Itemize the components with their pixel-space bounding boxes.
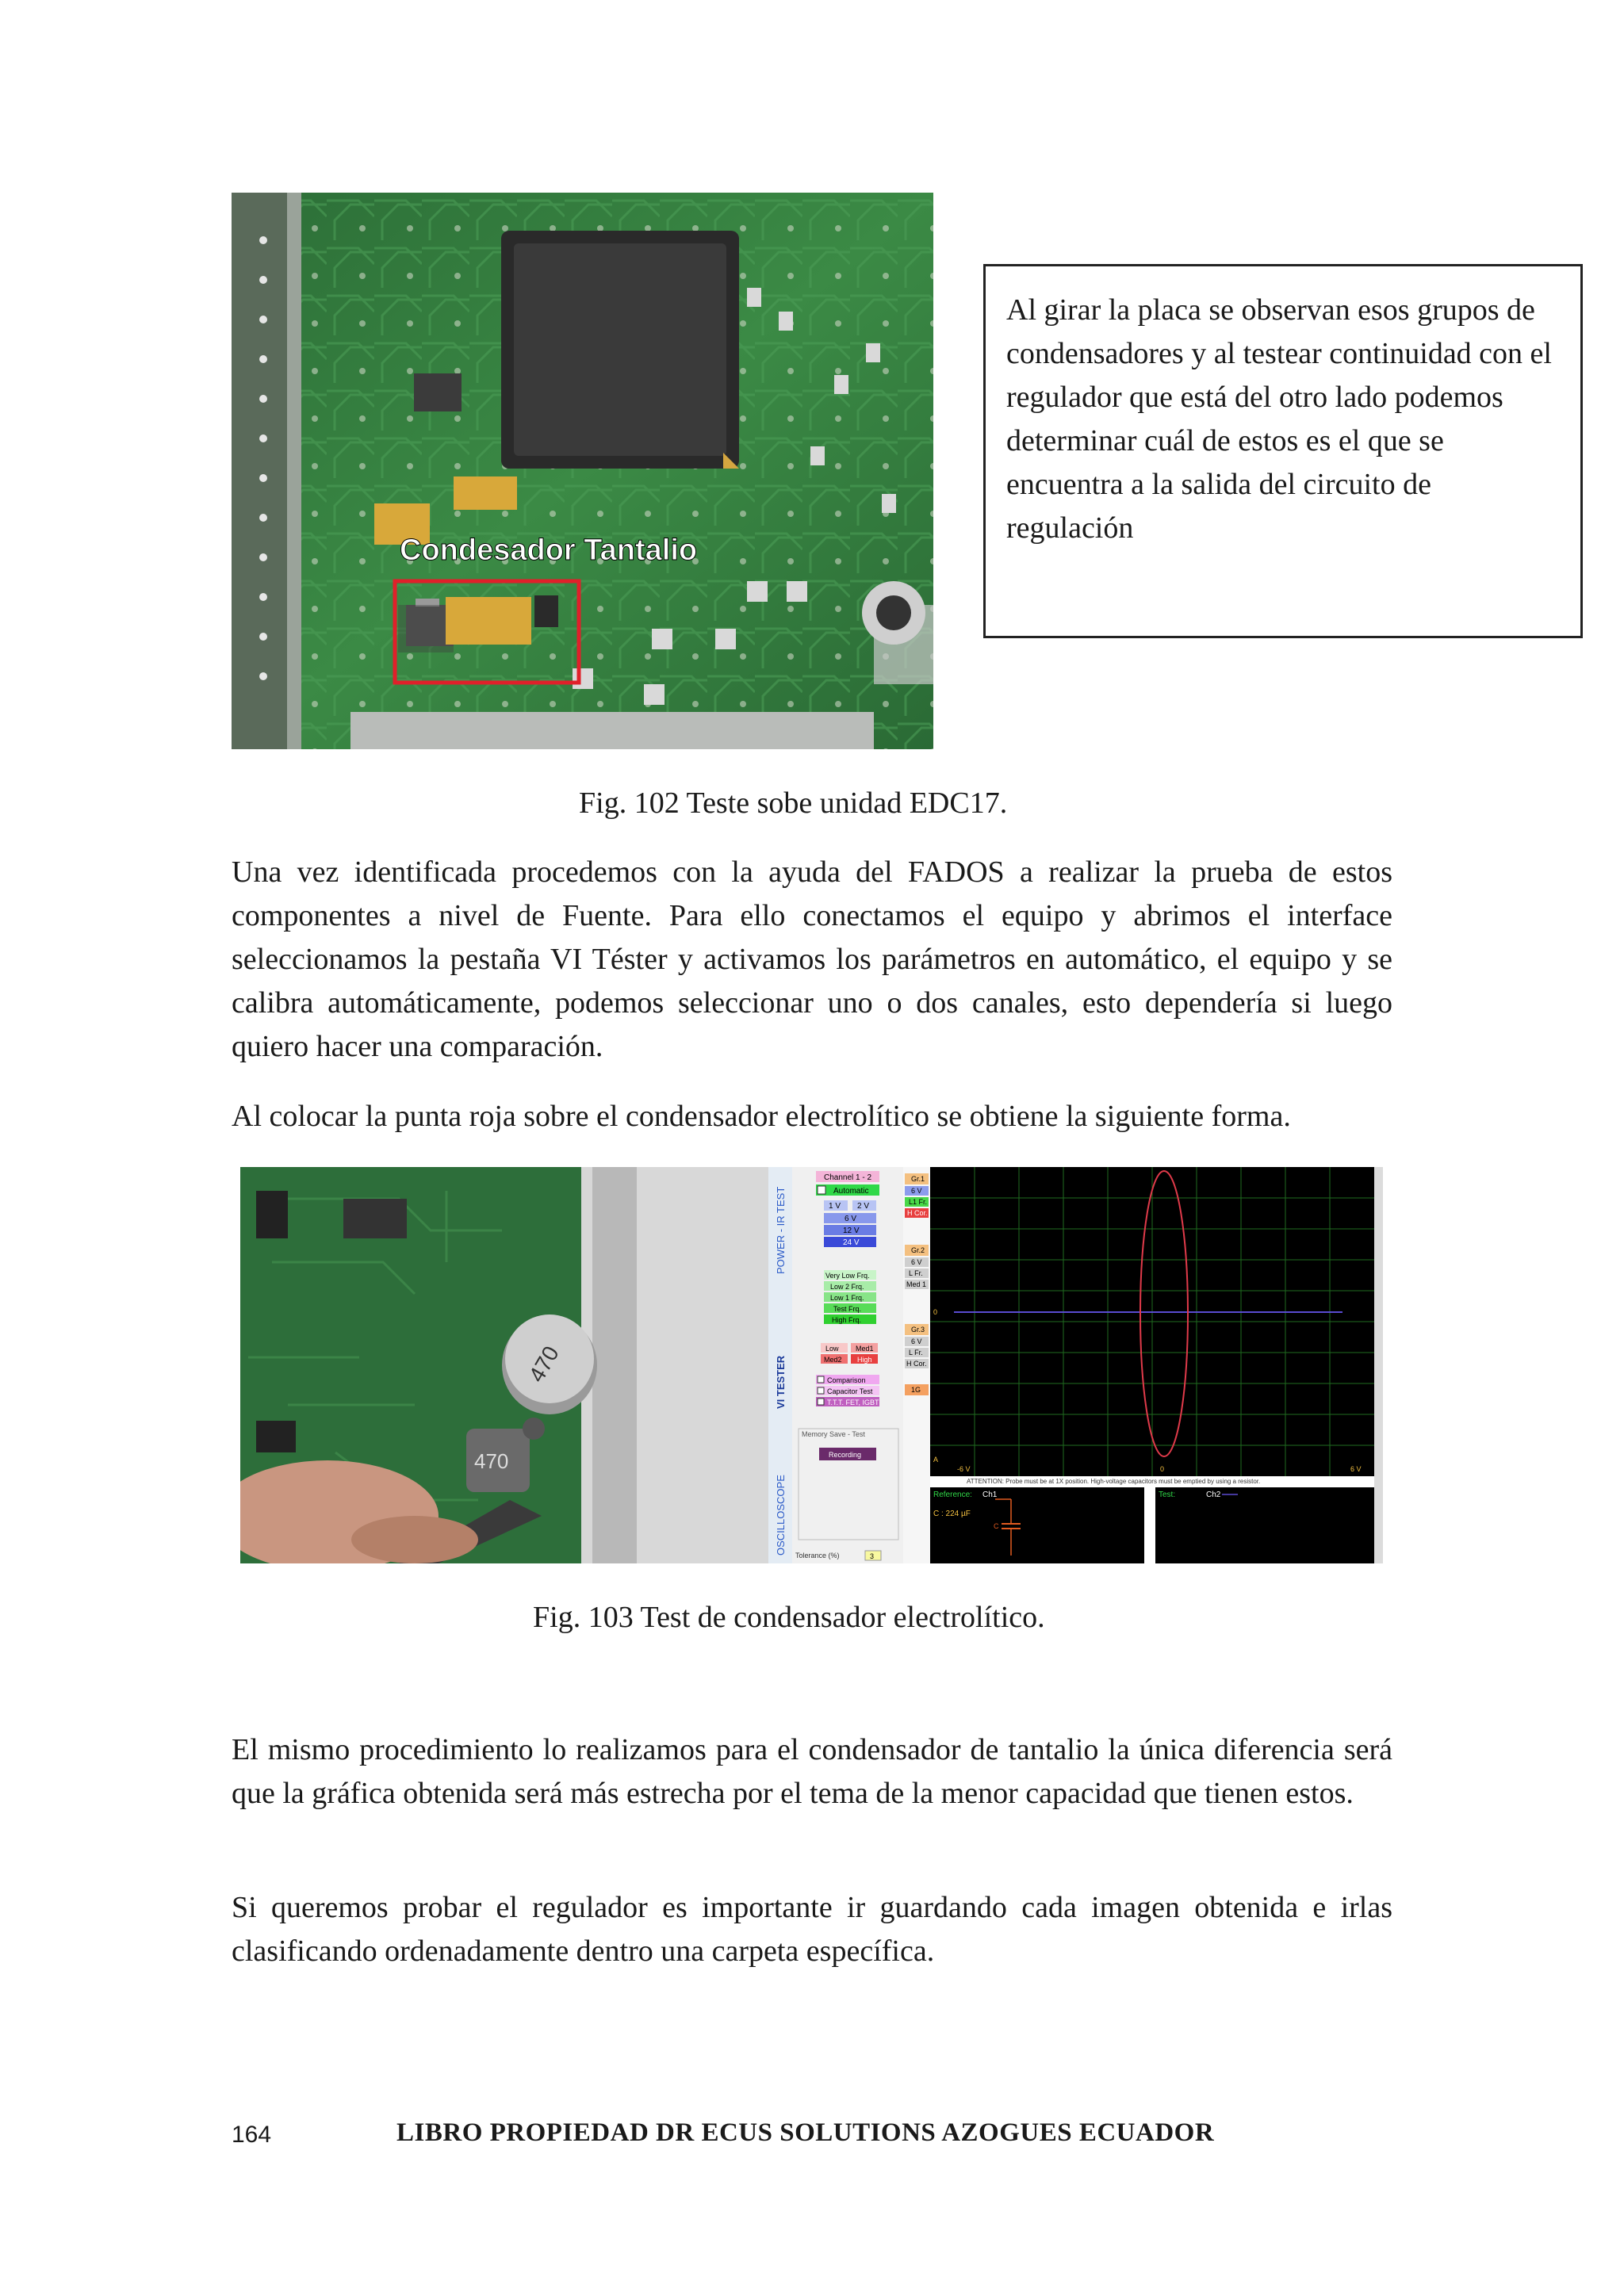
scope-axis-left: -6 V <box>957 1465 971 1473</box>
btn-med2[interactable]: Med2 <box>824 1356 842 1364</box>
scope-axis-mid: 0 <box>1160 1465 1165 1473</box>
btn-6v[interactable]: 6 V <box>845 1215 857 1223</box>
channel-label[interactable]: Channel 1 - 2 <box>824 1173 872 1182</box>
tab-power-ir-test[interactable]: POWER - IR TEST <box>775 1186 787 1274</box>
gr1-6v[interactable]: 6 V <box>911 1187 922 1195</box>
gr2-med1[interactable]: Med 1 <box>906 1280 927 1288</box>
scope-axis-a: A <box>933 1456 939 1464</box>
paragraph-3: El mismo procedimiento lo realizamos para el condensador de tantalio la única diferencia será que la gráfica obtenida será más estrecha por el tema de la menor capacidad que tienen estos. <box>232 1733 1392 1810</box>
comparison-checkbox[interactable]: Comparison <box>827 1376 866 1384</box>
automatic-checkbox[interactable]: Automatic <box>833 1187 869 1196</box>
reference-label: Reference: <box>933 1490 972 1499</box>
gr2-6v[interactable]: 6 V <box>911 1258 922 1266</box>
tantalum-label: Condesador Tantalio <box>400 534 698 567</box>
gr1-hcor[interactable]: H Cor. <box>907 1209 928 1217</box>
capacitor-marking-1: 470 <box>523 1341 564 1387</box>
fados-composite-svg <box>240 1167 1383 1563</box>
freq-high[interactable]: High Frq. <box>832 1316 862 1324</box>
freq-very-low[interactable]: Very Low Frq. <box>825 1272 870 1280</box>
gr2-label[interactable]: Gr.2 <box>911 1246 925 1254</box>
pcb-photo-svg <box>232 193 933 749</box>
paragraph-2: Al colocar la punta roja sobre el condensador electrolítico se obtiene la siguiente forma. <box>232 1100 1291 1133</box>
figure-103-image <box>240 1167 1383 1563</box>
side-note-text: Al girar la placa se observan esos grupos de condensadores y al testear continuidad con el regulador que está del otro lado podemos determinar cuál de estos es el que se encuentra a la salida del circuito de regulación <box>1006 293 1552 545</box>
capacitance-value: C : 224 µF <box>933 1510 971 1518</box>
tab-vi-tester[interactable]: VI TESTER <box>775 1355 787 1409</box>
gr3-hcor[interactable]: H Cor. <box>906 1360 927 1368</box>
footer-text: LIBRO PROPIEDAD DR ECUS SOLUTIONS AZOGUES ECUADOR <box>396 2118 1215 2147</box>
tg-button[interactable]: 1G <box>911 1386 921 1394</box>
capacitor-marking-2: 470 <box>474 1449 509 1473</box>
gr2-lfr[interactable]: L Fr. <box>909 1269 923 1277</box>
tab-oscilloscope[interactable]: OSCILLOSCOPE <box>775 1475 787 1556</box>
reference-channel: Ch1 <box>982 1490 998 1499</box>
test-label: Test: <box>1159 1490 1176 1499</box>
scope-axis-right: 6 V <box>1350 1465 1362 1473</box>
gr1-label[interactable]: Gr.1 <box>911 1175 925 1183</box>
test-channel: Ch2 <box>1206 1490 1221 1499</box>
freq-test[interactable]: Test Frq. <box>833 1305 862 1313</box>
side-note-box <box>983 264 1583 638</box>
gr3-6v[interactable]: 6 V <box>911 1337 922 1345</box>
tolerance-value[interactable]: 3 <box>870 1552 875 1560</box>
freq-low1[interactable]: Low 1 Frq. <box>830 1294 864 1302</box>
freq-low2[interactable]: Low 2 Frq. <box>830 1283 864 1291</box>
btn-12v[interactable]: 12 V <box>843 1226 860 1235</box>
recording-button[interactable]: Recording <box>829 1451 862 1459</box>
page-number: 164 <box>232 2122 272 2148</box>
btn-low[interactable]: Low <box>825 1345 839 1353</box>
gr3-lfr[interactable]: L Fr. <box>909 1349 923 1357</box>
scope-scrollbar[interactable] <box>1374 1167 1383 1563</box>
paragraph-1: Una vez identificada procedemos con la ayuda del FADOS a realizar la prueba de estos componentes a nivel de Fuente. Para ello conectamos el equipo y abrimos el interface seleccionamos la pestaña VI Téster y activamos los parámetros en automático, el equipo y se calibra automáticamente, podemos seleccionar uno o dos canales, esto dependería si luego quiero hacer una comparación. <box>232 855 1392 1063</box>
scope-zero-label: 0 <box>933 1308 938 1316</box>
btn-1v[interactable]: 1 V <box>829 1202 841 1211</box>
btn-high[interactable]: High <box>857 1356 872 1364</box>
btn-24v[interactable]: 24 V <box>843 1238 860 1247</box>
attention-note: ATTENTION: Probe must be at 1X position. High-voltage capacitors must be emptied by using a resistor. <box>967 1478 1261 1485</box>
paragraph-4: Si queremos probar el regulador es importante ir guardando cada imagen obtenida e irlas clasificando ordenadamente dentro una carpeta específica. <box>232 1891 1392 1968</box>
btn-2v[interactable]: 2 V <box>857 1202 870 1211</box>
memory-save-label: Memory Save - Test <box>802 1430 865 1438</box>
capacitor-test-checkbox[interactable]: Capacitor Test <box>827 1387 873 1395</box>
ttt-checkbox[interactable]: T.T.T. FET, IGBT <box>827 1399 879 1406</box>
gr3-label[interactable]: Gr.3 <box>911 1326 925 1334</box>
gr1-l1fr[interactable]: L1 Fr. <box>909 1198 928 1206</box>
capacitor-symbol-label: C <box>994 1522 999 1530</box>
tolerance-label: Tolerance (%) <box>795 1552 840 1559</box>
figure-103-caption: Fig. 103 Test de condensador electrolítico. <box>533 1601 1045 1634</box>
figure-102-caption: Fig. 102 Teste sobe unidad EDC17. <box>579 786 1008 820</box>
btn-med1[interactable]: Med1 <box>856 1345 874 1353</box>
figure-102-photo <box>232 193 933 749</box>
